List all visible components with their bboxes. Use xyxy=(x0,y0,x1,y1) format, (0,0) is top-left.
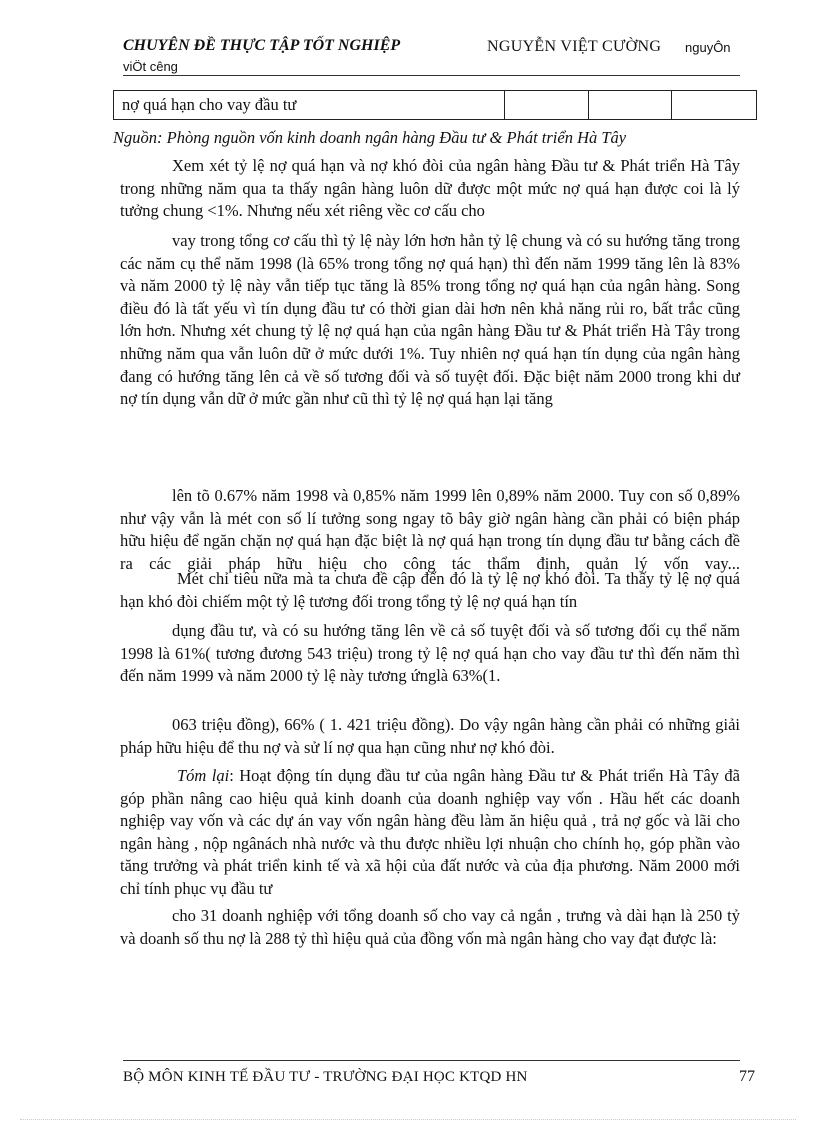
table-cell-label: nợ quá hạn cho vay đầu tư xyxy=(114,91,505,120)
page-edge-dots xyxy=(20,1119,796,1120)
header-author: NGUYỄN VIỆT CƯỜNG xyxy=(487,38,662,55)
paragraph-3: lên tõ 0.67% năm 1998 và 0,85% năm 1999 lên 0,89% năm 2000. Tuy con số 0,89% như vậy vẫn là mét con số lí tưởng song ngay tõ bây giờ ngân hàng cần phải có biện pháp hữu hiệu để ngăn chặn nợ quá hạn đặc biệt là nợ quá hạn trong tín dụng đầu tư bằng cách đề ra các giải pháp hữu hiệu cho công tác thẩm định, quản lý vốn vay... xyxy=(120,486,740,573)
summary-label: Tóm lại xyxy=(177,766,230,785)
data-table-fragment xyxy=(113,90,757,120)
paragraph-8: cho 31 doanh nghiệp với tổng doanh số cho vay cả ngắn , trưng và dài hạn là 250 tỷ và doanh số thu nợ là 288 tỷ thì hiệu quả của đồng vốn mà ngân hàng cho vay đạt được là: xyxy=(120,906,740,948)
paragraph-6: 063 triệu đồng), 66% ( 1. 421 triệu đồng). Do vậy ngân hàng cần phải có những giải pháp hữu hiệu để thu nợ và sử lí nợ qua hạn cũng như nợ khó đòi. xyxy=(120,715,740,757)
table-cell xyxy=(671,91,756,120)
header-author-fragment-2: viÖt cêng xyxy=(123,59,178,74)
table-cell xyxy=(505,91,588,120)
footer-rule xyxy=(123,1060,740,1061)
paragraph-5: dụng đầu tư, và có su hướng tăng lên về cả số tuyệt đối và số tương đối cụ thể năm 1998 là 61%( tương đương 543 triệu) trong tỷ lệ nợ quá hạn cho vay đầu tư thì đến năm thì đến năm 1999 và năm 2000 tỷ lệ này tương ứnglà 63%(1. xyxy=(120,621,740,686)
table-cell xyxy=(588,91,671,120)
paragraph-1: Xem xét tỷ lệ nợ quá hạn và nợ khó đòi của ngân hàng Đầu tư & Phát triển Hà Tây trong những năm qua ta thấy ngân hàng luôn dữ được một mức nợ quá hạn được coi là lý tưởng chung <1%. Nhưng nếu xét riêng vềc cơ cấu cho xyxy=(120,156,740,221)
summary-text: : Hoạt động tín dụng đầu tư của ngân hàng Đầu tư & Phát triển Hà Tây đã góp phần nâng cao hiệu quả kinh doanh của doanh nghiệp vay vốn . Hầu hết các doanh nghiệp vay vốn và các dự án vay vốn ngân hàng đều làm ăn hiệu quả , trả nợ gốc và lãi cho ngân hàng , nộp ngânách nhà nước và thu được nhiều lợi nhuận cho chính họ, góp phần vào tăng trưởng và phát triển kinh tế và xã hội của đất nước và của địa phương. Năm 2000 mới chỉ tính phục vụ đầu tư xyxy=(120,766,740,898)
paragraph-2: vay trong tổng cơ cấu thì tỷ lệ này lớn hơn hẳn tỷ lệ chung và có su hướng tăng trong các năm cụ thể năm 1998 (là 65% trong tổng nợ quá hạn) thì đến năm 1999 tăng lên là 83% và năm 2000 tỷ lệ này vẫn tiếp tục tăng là 85% trong tổng nợ quá hạn của ngân hàng. Song điều đó là tất yếu vì tín dụng đầu tư có thời gian dài hơn nên khả năng rủi ro, bất trắc cũng lớn hơn. Nhưng xét chung tỷ lệ nợ quá hạn của ngân hàng Đầu tư & Phát triển Hà Tây trong những năm qua vẫn luôn dữ ở mức dưới 1%. Tuy nhiên nợ quá hạn tín dụng của ngân hàng đang có hướng tăng lên cả về số tương đối và số tuyệt đối. Đặc biệt năm 2000 trong khi dư nợ tín dụng vẫn dữ ở mức gần như cũ thì tỷ lệ nợ quá hạn lại tăng xyxy=(120,231,740,409)
source-note: Nguồn: Phòng nguồn vốn kinh doanh ngân hàng Đầu tư & Phát triển Hà Tây xyxy=(113,128,627,147)
header-title: CHUYÊN ĐỀ THỰC TẬP TỐT NGHIỆP xyxy=(123,37,401,54)
table-row xyxy=(114,91,757,120)
paragraph-7 xyxy=(120,765,740,901)
footer-text: BỘ MÔN KINH TẾ ĐẦU TƯ - TRƯỜNG ĐẠI HỌC KTQD HN xyxy=(123,1069,528,1085)
header-author-fragment-1: nguyÔn xyxy=(685,40,731,55)
paragraph-4: Mét chỉ tiêu nữa mà ta chưa đề cập đến đó là tỷ lệ nợ khó đòi. Ta thấy tỷ lệ nợ quá hạn khó đòi chiếm một tỷ lệ tương đối trong tổng tỷ lệ nợ quá hạn tín xyxy=(120,569,740,611)
header-rule xyxy=(123,75,740,76)
page-number: 77 xyxy=(739,1068,755,1085)
